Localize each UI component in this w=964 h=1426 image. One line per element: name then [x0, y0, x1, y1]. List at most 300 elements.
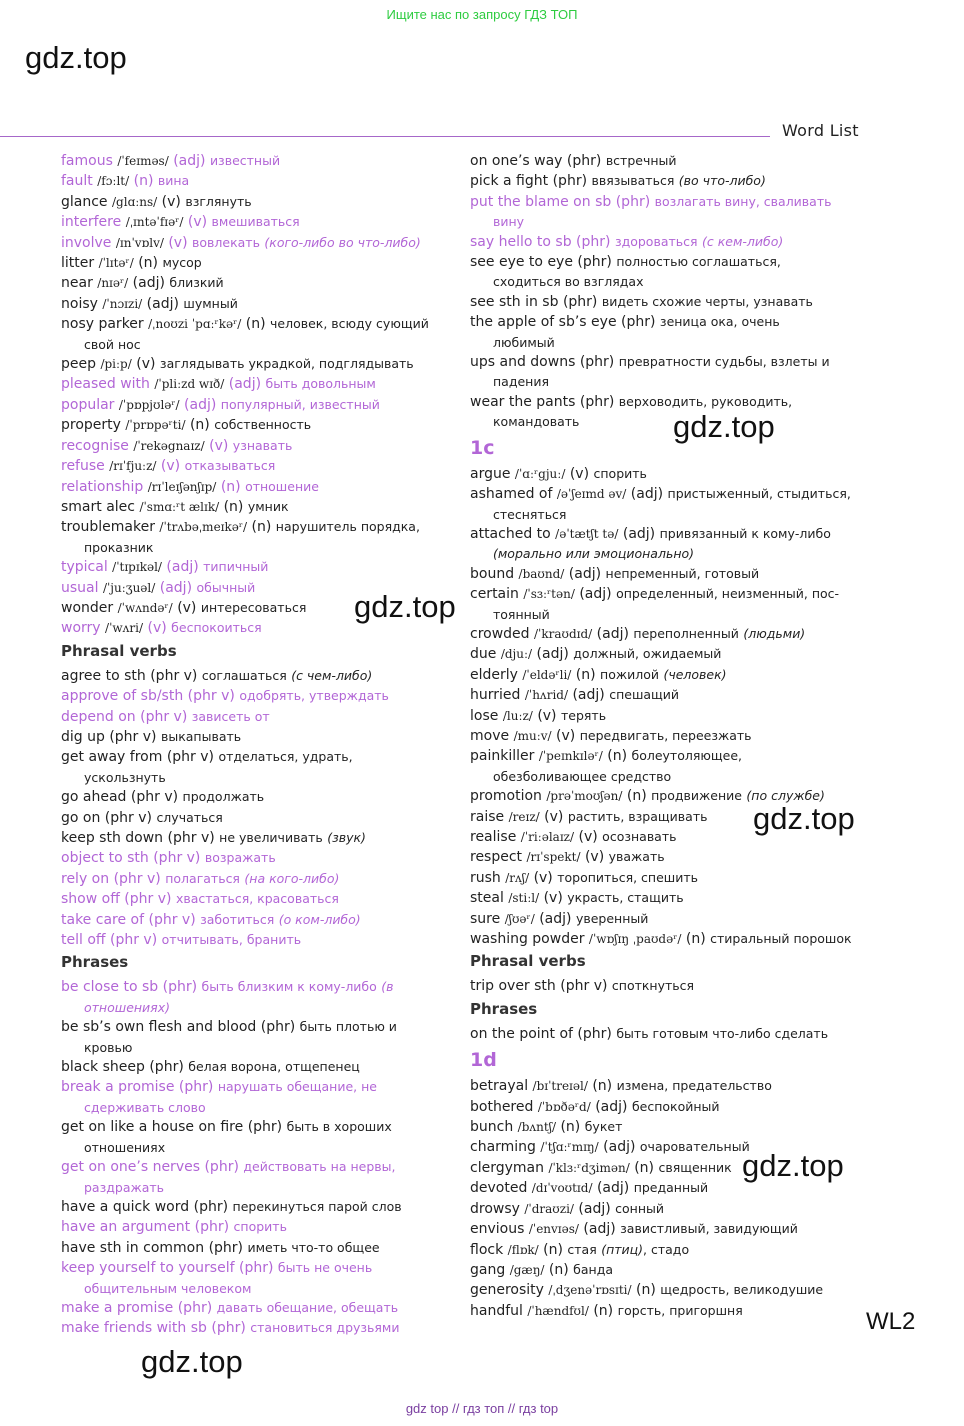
entry-translation: уверенный: [575, 910, 649, 926]
entry-row: [61, 1077, 459, 1097]
entry-word: troublemaker: [61, 519, 155, 536]
entry-phonetic: /ˈɑːʳgjuː/: [514, 466, 566, 481]
entry-row: [470, 1280, 864, 1300]
entry-row: [470, 665, 864, 685]
entry-note: (человек): [663, 666, 727, 682]
entry-row: [470, 171, 864, 191]
entry-row: [470, 1260, 864, 1280]
entry-row: [61, 869, 459, 889]
entry-word: glance: [61, 193, 108, 210]
entry-word: get away from: [61, 749, 163, 766]
entry-grammar: (phr): [194, 1219, 230, 1236]
entry-row: [470, 1301, 864, 1321]
entry-note: (кого-либо во что-либо): [264, 234, 421, 250]
entry-row: [470, 644, 864, 664]
entry-note: (с чем-либо): [291, 667, 373, 683]
entry-phonetic: /ˈsɜːʳtən/: [523, 587, 575, 602]
entry-word: steal: [470, 890, 504, 907]
entry-note: (звук): [327, 830, 366, 845]
entry-phonetic: /muːv/: [513, 728, 552, 743]
section-heading: Phrases: [61, 953, 129, 972]
entry-continuation: любимый: [493, 334, 555, 350]
entry-continuation: раздражать: [84, 1179, 165, 1195]
entry-translation: осознавать: [602, 829, 677, 844]
entry-translation: вовлекать: [192, 234, 260, 250]
entry-translation: продолжать: [182, 789, 265, 805]
entry-grammar: (v): [544, 808, 564, 825]
entry-grammar: (adj): [595, 1098, 628, 1115]
entry-grammar: (phr v): [113, 870, 161, 887]
entry-grammar: (n): [245, 316, 266, 333]
entry-word: break a promise: [61, 1079, 175, 1096]
entry-grammar: (v): [556, 727, 576, 744]
entry-row: [61, 1157, 459, 1177]
entry-word: take care of: [61, 911, 145, 928]
entry-phonetic: /ˈwʌri/: [105, 621, 144, 636]
entry-word: keep yourself to yourself: [61, 1260, 235, 1277]
entry-translation: соглашаться: [201, 667, 287, 683]
entry-continuation: обезболивающее средство: [493, 768, 672, 784]
entry-grammar: (n): [636, 1282, 656, 1299]
entry-row: [470, 392, 864, 412]
entry-phonetic: /ˈeldəʳli/: [522, 667, 572, 682]
entry-translation: пристыженный, стыдиться,: [667, 486, 851, 502]
entry-word: have sth in common: [61, 1239, 205, 1256]
entry-word: agree to sth: [61, 667, 146, 684]
entry-word: approve of sb/sth: [61, 688, 184, 705]
entry-translation: завистливый, завидующий: [620, 1221, 798, 1237]
entry-translation: должный, ожидаемый: [573, 646, 722, 662]
entry-word: recognise: [61, 437, 129, 454]
section-heading: Phrasal verbs: [61, 641, 177, 660]
entry-phonetic: /ˈtɪpɪkəl/: [112, 560, 162, 575]
entry-row: [61, 910, 459, 930]
entry-note: (в: [381, 979, 394, 995]
entry-word: nosy parker: [61, 316, 144, 333]
entry-grammar: (phr v): [104, 809, 152, 826]
entry-word: keep sth down: [61, 830, 164, 846]
entry-translation: не увеличивать: [219, 830, 323, 845]
entry-phonetic: /fɔːlt/: [97, 174, 130, 189]
entry-word: get on like a house on fire: [61, 1119, 244, 1136]
entry-row: [61, 456, 459, 476]
entry-translation: болеутоляющее,: [631, 748, 743, 764]
entry-word: smart alec: [61, 498, 135, 515]
watermark: gdz.top: [753, 801, 855, 836]
entry-translation: вмешиваться: [211, 214, 300, 230]
entry-word: ups and downs: [470, 354, 576, 371]
entry-translation: священник: [658, 1159, 732, 1175]
entry-grammar: (n): [592, 1078, 613, 1095]
entry-row: [470, 827, 864, 847]
entry-phonetic: /luːz/: [502, 708, 533, 723]
entry-phonetic: /bɪˈtreɪəl/: [532, 1079, 588, 1094]
entry-row: [470, 1158, 864, 1178]
entry-grammar: (v): [578, 829, 598, 845]
entry-row: [61, 977, 459, 997]
entry-phonetic: /əˈtætʃt tə/: [555, 526, 619, 541]
entry-word: make a promise: [61, 1299, 174, 1316]
entry-phonetic: /piːp/: [100, 357, 132, 372]
entry-word: bothered: [470, 1098, 534, 1115]
entry-grammar: (v): [187, 214, 208, 231]
entry-continuation: стесняться: [493, 506, 567, 522]
entry-word: promotion: [470, 788, 542, 805]
entry-grammar: (adj): [539, 910, 572, 927]
entry-row: [470, 807, 864, 827]
entry-word: wonder: [61, 599, 114, 616]
entry-continuation: кровью: [84, 1039, 133, 1055]
entry-word: bound: [470, 565, 515, 582]
entry-continuation: отношениях: [84, 1139, 166, 1155]
entry-grammar: (n): [220, 478, 241, 495]
entry-translation: уважать: [608, 849, 665, 865]
entry-translation: отчитывать, бранить: [161, 932, 302, 948]
entry-word: lose: [470, 707, 499, 724]
entry-note: отношениях): [84, 999, 170, 1015]
entry-row: [470, 564, 864, 584]
top-banner: Ищите нас по запросу ГДЗ ТОП: [386, 7, 578, 22]
entry-word: have a quick word: [61, 1198, 190, 1215]
entry-grammar: (n): [133, 173, 154, 190]
entry-row: [61, 598, 459, 618]
entry-continuation: свой нос: [84, 336, 141, 352]
entry-word: depend on: [61, 708, 136, 725]
entry-grammar: (phr): [211, 1320, 246, 1337]
entry-translation: здороваться: [614, 233, 698, 249]
entry-grammar: (phr v): [153, 850, 201, 867]
entry-translation: мусор: [162, 255, 202, 271]
entry-grammar: (phr v): [148, 911, 196, 928]
entry-grammar: (adj): [579, 586, 612, 603]
entry-row: [470, 847, 864, 867]
entry-translation: спешащий: [609, 687, 680, 703]
entry-translation: беспокойный: [631, 1098, 720, 1114]
entry-phonetic: /ˈpɒpjʊləʳ/: [118, 397, 180, 412]
entry-phonetic: /ˈfeɪməs/: [117, 154, 169, 168]
entry-row: [61, 828, 459, 848]
entry-word: noisy: [61, 295, 98, 312]
entry-phonetic: /ˈrekəgnaɪz/: [133, 438, 205, 453]
entry-word: rush: [470, 869, 501, 886]
entry-word: show off: [61, 891, 120, 908]
entry-grammar: (phr): [149, 1059, 184, 1076]
entry-translation: верховодить, руководить,: [618, 393, 793, 409]
entry-grammar: (v): [177, 599, 197, 616]
entry-translation: зависеть от: [191, 708, 270, 724]
entry-grammar: (adj): [630, 486, 664, 503]
entry-word: painkiller: [470, 748, 535, 765]
entry-grammar: (phr): [260, 1019, 296, 1036]
entry-note: (людьми): [743, 625, 806, 641]
entry-translation: переполненный: [633, 625, 739, 641]
entry-row: [470, 1076, 864, 1096]
entry-grammar: (v): [136, 356, 156, 373]
entry-row: [470, 292, 864, 312]
entry-grammar: (adj): [184, 396, 217, 413]
entry-row: [470, 524, 864, 544]
entry-row: [61, 171, 459, 191]
entry-phonetic: /ˈlɪtəʳ/: [98, 256, 134, 271]
watermark: gdz.top: [673, 409, 775, 444]
entry-grammar: (adj): [568, 565, 602, 582]
entry-phonetic: /rɪˈfjuːz/: [109, 459, 157, 474]
entry-row: [470, 252, 864, 272]
entry-grammar: (adj): [166, 559, 199, 576]
entry-translation: возражать: [204, 850, 276, 866]
entry-note: (морально или эмоционально): [493, 546, 695, 562]
entry-row: [61, 747, 459, 767]
entry-word: argue: [470, 465, 511, 482]
entry-row: [470, 976, 864, 996]
entry-grammar: (v): [533, 869, 553, 886]
entry-row: [470, 706, 864, 726]
entry-translation: узнавать: [232, 437, 293, 453]
entry-word: generosity: [470, 1282, 544, 1299]
entry-word: the apple of sb’s eye: [470, 314, 617, 331]
entry-word: on one’s way: [470, 153, 563, 169]
entry-row: [470, 1178, 864, 1198]
entry-grammar: (v): [147, 620, 167, 637]
entry-grammar: (phr v): [187, 688, 235, 705]
entry-phonetic: /ˌnoʊzi ˈpɑːʳkəʳ/: [148, 317, 242, 332]
entry-grammar: (phr): [193, 1198, 229, 1215]
entry-row: [470, 464, 864, 484]
entry-phonetic: /ˈbɒðəʳd/: [537, 1099, 591, 1114]
entry-word: typical: [61, 559, 108, 576]
entry-row: [61, 1217, 459, 1237]
entry-phonetic: /ˈhʌrid/: [524, 688, 569, 703]
entry-word: go on: [61, 809, 101, 826]
entry-translation: перекинуться парой слов: [232, 1198, 402, 1214]
entry-word: interfere: [61, 214, 122, 231]
entry-translation: быть готовым что-либо сделать: [616, 1025, 829, 1041]
entry-word: wear the pants: [470, 393, 576, 410]
entry-phonetic: /ɪnˈvɒlv/: [115, 235, 164, 250]
section-heading: Phrasal verbs: [470, 952, 586, 971]
entry-row: [61, 314, 459, 334]
entry-grammar: (adj): [536, 646, 569, 663]
entry-phonetic: /ˈwʌndəʳ/: [117, 600, 173, 615]
entry-grammar: (n): [189, 417, 210, 434]
entry-word: devoted: [470, 1180, 528, 1197]
entry-grammar: (adj): [603, 1139, 636, 1156]
entry-row: [61, 1017, 459, 1037]
entry-word: drowsy: [470, 1200, 520, 1217]
entry-grammar: (phr): [579, 354, 615, 371]
header-rule: [0, 136, 770, 137]
entry-row: [470, 1240, 864, 1260]
entry-translation: типичный: [203, 559, 269, 575]
entry-phonetic: /ʃʊəʳ/: [504, 911, 535, 926]
entry-row: [61, 666, 459, 686]
entry-word: litter: [61, 255, 95, 272]
entry-grammar: (n): [593, 1302, 614, 1319]
entry-row: [61, 233, 459, 253]
entry-row: [470, 624, 864, 644]
entry-phonetic: /ˈpeɪnkɪləʳ/: [538, 749, 603, 764]
entry-word: involve: [61, 234, 112, 251]
entry-row: [61, 686, 459, 706]
entry-row: [61, 151, 459, 171]
entry-translation: заглядывать украдкой, подглядывать: [159, 356, 414, 372]
entry-translation: нарушитель порядка,: [275, 519, 420, 535]
entry-grammar: (n): [138, 255, 158, 272]
entry-translation: продвижение: [651, 788, 742, 804]
entry-translation: отделаться, удрать,: [218, 749, 353, 765]
entry-grammar: (phr): [552, 173, 588, 190]
entry-word: bunch: [470, 1119, 514, 1136]
entry-translation: сонный: [615, 1200, 664, 1216]
entry-word: refuse: [61, 458, 105, 475]
entry-row: [61, 930, 459, 950]
entry-grammar: (adj): [622, 525, 656, 542]
entry-word: handful: [470, 1302, 523, 1319]
entry-grammar: (v): [537, 707, 557, 724]
entry-continuation: проказник: [84, 539, 154, 555]
entry-phonetic: /ˈpliːzd wɪð/: [154, 377, 225, 392]
entry-translation: споткнуться: [611, 978, 695, 994]
entry-phonetic: /ˈklɜːʳdʒimən/: [548, 1160, 630, 1175]
entry-row: [61, 374, 459, 394]
entry-row: [61, 889, 459, 909]
entry-row: [61, 497, 459, 517]
entry-row: [61, 273, 459, 293]
entry-translation: измена, предательство: [616, 1078, 772, 1094]
section-heading: Phrases: [470, 999, 538, 1018]
entry-word: hurried: [470, 687, 521, 704]
entry-row: [470, 726, 864, 746]
watermark: gdz.top: [742, 1148, 844, 1183]
entry-word: washing powder: [470, 931, 585, 948]
entry-row: [61, 436, 459, 456]
entry-word: go ahead: [61, 789, 127, 806]
page-title: Word List: [782, 121, 859, 140]
entry-grammar: (phr v): [110, 932, 158, 949]
entry-grammar: (phr v): [109, 728, 157, 745]
entry-word: flock: [470, 1241, 504, 1258]
entry-row: [61, 477, 459, 497]
entry-word: object to sth: [61, 850, 149, 867]
entry-translation: быть плотью и: [299, 1019, 397, 1035]
entry-phonetic: /gæŋ/: [509, 1262, 545, 1277]
entry-translation: стиральный порошок: [710, 931, 852, 947]
entry-phonetic: /flɒk/: [507, 1242, 539, 1257]
entry-phonetic: /nɪəʳ/: [97, 276, 129, 291]
entry-translation: определенный, неизменный, пос-: [616, 586, 840, 602]
entry-continuation: общительным человеком: [84, 1280, 252, 1296]
entry-word: be sb’s own flesh and blood: [61, 1019, 257, 1036]
entry-phonetic: /reɪz/: [508, 809, 540, 824]
entry-translation: действовать на нервы,: [243, 1159, 396, 1175]
entry-word: get on one’s nerves: [61, 1159, 201, 1176]
entry-grammar: (n): [548, 1261, 569, 1278]
entry-word: peep: [61, 356, 96, 373]
entry-word: raise: [470, 808, 505, 825]
entry-phonetic: /bʌntʃ/: [517, 1120, 557, 1135]
entry-row: [470, 584, 864, 604]
entry-word: certain: [470, 586, 519, 603]
entry-grammar: (phr): [208, 1239, 244, 1256]
entry-row: [470, 1137, 864, 1157]
entry-translation: иметь что-то общее: [247, 1239, 380, 1255]
entry-grammar: (phr): [162, 979, 198, 996]
entry-row: [61, 1318, 459, 1338]
entry-word: be close to sb: [61, 979, 159, 996]
entry-row: [61, 727, 459, 747]
entry-grammar: (phr v): [167, 830, 215, 846]
entry-translation: вина: [157, 173, 190, 189]
entry-grammar: (phr): [579, 393, 615, 410]
entry-word: move: [470, 727, 510, 744]
entry-row: [61, 1298, 459, 1318]
entry-word: property: [61, 417, 121, 434]
entry-continuation-note: [61, 998, 459, 1017]
entry-grammar: (adj): [572, 687, 605, 704]
watermark: gdz.top: [354, 589, 456, 624]
entry-row: [470, 909, 864, 929]
entry-grammar: (phr v): [124, 891, 172, 908]
entry-grammar: (phr): [204, 1159, 239, 1176]
entry-translation: полагаться: [165, 870, 240, 886]
entry-row: [61, 618, 459, 638]
entry-phonetic: /prəˈmoʊʃən/: [546, 789, 623, 804]
entry-phonetic: /rʌʃ/: [505, 870, 530, 885]
entry-word: realise: [470, 829, 517, 845]
entry-row: [470, 786, 864, 806]
entry-note: (по службе): [746, 788, 825, 804]
entry-grammar: (v): [168, 234, 188, 251]
entry-phonetic: /ˈtrʌbəˌmeɪkəʳ/: [159, 520, 248, 535]
entry-word: due: [470, 646, 497, 663]
entry-translation: случаться: [156, 809, 223, 825]
watermark: gdz.top: [141, 1344, 243, 1379]
entry-continuation: вину: [493, 214, 525, 230]
entry-grammar: (phr v): [130, 789, 179, 806]
entry-grammar: (adj): [146, 295, 179, 312]
entry-word: rely on: [61, 870, 110, 887]
entry-grammar: (phr v): [140, 708, 188, 725]
entry-grammar: (n): [543, 1241, 563, 1258]
entry-translation: растить, взращивать: [567, 808, 708, 824]
entry-word: crowded: [470, 625, 530, 642]
entry-word: on the point of: [470, 1025, 573, 1042]
entry-word: pick a fight: [470, 173, 549, 190]
entry-row: [470, 929, 864, 949]
entry-word: fault: [61, 173, 93, 190]
entry-grammar: (v): [543, 890, 563, 907]
entry-phonetic: /ˈriːəlaɪz/: [520, 830, 575, 844]
entry-word: elderly: [470, 666, 518, 683]
entry-word: respect: [470, 849, 523, 866]
entry-translation: человек, всюду сующий: [270, 316, 429, 332]
entry-phonetic: /glɑːns/: [112, 194, 158, 209]
entry-row: [61, 1258, 459, 1278]
entry-row: [61, 808, 459, 828]
entry-grammar: (v): [569, 465, 590, 482]
entry-continuation: падения: [493, 374, 549, 390]
entry-phonetic: /djuː/: [500, 647, 533, 662]
entry-word: attached to: [470, 525, 551, 542]
entry-grammar: (phr v): [560, 978, 608, 995]
entry-grammar: (adj): [583, 1221, 616, 1238]
entry-word: usual: [61, 579, 99, 596]
entry-translation: пожилой: [600, 666, 660, 682]
entry-translation: зеница ока, очень: [659, 314, 780, 330]
entry-translation: стая: [567, 1241, 597, 1257]
entry-phonetic: /ˈwɒʃɪŋ ˌpaʊdəʳ/: [588, 932, 682, 947]
entry-translation: близкий: [169, 275, 224, 291]
